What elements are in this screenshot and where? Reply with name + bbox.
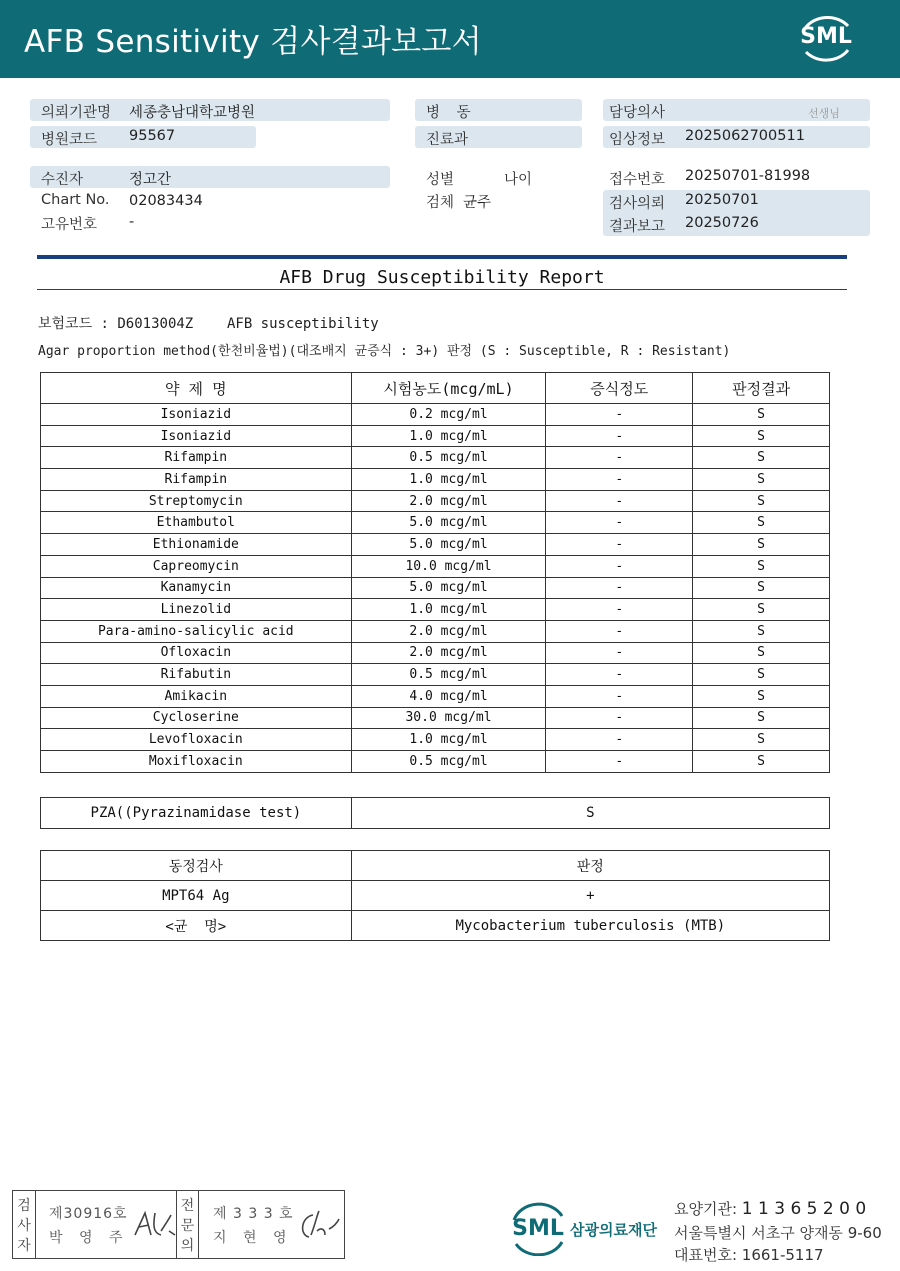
growth-cell: - xyxy=(546,555,693,577)
specialist-name: 지 현 영 xyxy=(213,1230,293,1246)
patient-label: 수진자 xyxy=(41,172,84,188)
col-judgement: 판정 xyxy=(351,851,829,881)
specialist-number: 제 3 3 3 호 xyxy=(213,1206,294,1222)
result-cell: S xyxy=(693,534,830,556)
growth-cell: - xyxy=(546,642,693,664)
result-cell: S xyxy=(693,490,830,512)
concentration-cell: 0.5 mcg/ml xyxy=(351,447,546,469)
concentration-cell: 0.5 mcg/ml xyxy=(351,751,546,773)
ward-label: 병 동 xyxy=(426,105,477,121)
growth-cell: - xyxy=(546,534,693,556)
address-line: 서울특별시 서초구 양재동 9-60 xyxy=(674,1224,882,1242)
clinical-value: 2025062700511 xyxy=(685,128,805,144)
growth-cell: - xyxy=(546,599,693,621)
result-cell: S xyxy=(693,620,830,642)
inspector-vertical-label: 검 사 자 xyxy=(13,1191,36,1258)
table-row xyxy=(41,555,830,577)
specialist-signature-icon xyxy=(295,1205,341,1245)
dept-label: 진료과 xyxy=(426,132,469,148)
table-row xyxy=(41,707,830,729)
concentration-cell: 1.0 mcg/ml xyxy=(351,469,546,491)
concentration-cell: 5.0 mcg/ml xyxy=(351,512,546,534)
drug-name-cell: Para-amino-salicylic acid xyxy=(41,620,352,642)
pza-table xyxy=(40,797,830,829)
result-cell: S xyxy=(693,751,830,773)
result-cell: S xyxy=(693,599,830,621)
col-drug-name: 약 제 명 xyxy=(41,373,352,404)
pza-label: PZA((Pyrazinamidase test) xyxy=(41,798,352,829)
table-row xyxy=(41,447,830,469)
table-row xyxy=(41,751,830,773)
growth-cell: - xyxy=(546,512,693,534)
col-concentration: 시험농도(mcg/mL) xyxy=(351,373,546,404)
request-label: 검사의뢰 xyxy=(609,196,666,212)
concentration-cell: 5.0 mcg/ml xyxy=(351,577,546,599)
mpt64-label: MPT64 Ag xyxy=(41,881,352,911)
growth-cell: - xyxy=(546,425,693,447)
title-rule-bottom xyxy=(37,289,847,290)
drug-name-cell: Isoniazid xyxy=(41,404,352,426)
concentration-cell: 10.0 mcg/ml xyxy=(351,555,546,577)
doctor-suffix: 선생님 xyxy=(808,107,840,120)
concentration-cell: 1.0 mcg/ml xyxy=(351,729,546,751)
doctor-label: 담당의사 xyxy=(609,105,666,121)
drug-name-cell: Linezolid xyxy=(41,599,352,621)
growth-cell: - xyxy=(546,447,693,469)
table-row xyxy=(41,599,830,621)
chart-label: Chart No. xyxy=(41,192,110,208)
specimen-label: 검체 xyxy=(426,195,455,211)
drug-name-cell: Rifampin xyxy=(41,469,352,491)
table-row xyxy=(41,881,830,911)
inspector-name: 박 영 주 xyxy=(49,1230,129,1246)
report-date-value: 20250726 xyxy=(685,215,759,231)
signature-box xyxy=(12,1190,345,1259)
result-cell: S xyxy=(693,664,830,686)
specimen-value: 균주 xyxy=(463,195,492,211)
table-row xyxy=(41,911,830,941)
table-header-row xyxy=(41,373,830,404)
growth-cell: - xyxy=(546,469,693,491)
result-cell: S xyxy=(693,555,830,577)
growth-cell: - xyxy=(546,685,693,707)
institution-value: 세종충남대학교병원 xyxy=(129,105,256,121)
organism-result: Mycobacterium tuberculosis (MTB) xyxy=(351,911,829,941)
table-row xyxy=(41,798,830,829)
concentration-cell: 2.0 mcg/ml xyxy=(351,490,546,512)
susceptibility-report-title: AFB Drug Susceptibility Report xyxy=(279,267,605,288)
growth-cell: - xyxy=(546,404,693,426)
request-value: 20250701 xyxy=(685,192,759,208)
mpt64-result: + xyxy=(351,881,829,911)
drug-name-cell: Levofloxacin xyxy=(41,729,352,751)
hospital-code-value: 95567 xyxy=(129,128,176,144)
concentration-cell: 1.0 mcg/ml xyxy=(351,599,546,621)
concentration-cell: 2.0 mcg/ml xyxy=(351,620,546,642)
table-row xyxy=(41,685,830,707)
table-row xyxy=(41,425,830,447)
growth-cell: - xyxy=(546,729,693,751)
growth-cell: - xyxy=(546,577,693,599)
drug-name-cell: Cycloserine xyxy=(41,707,352,729)
report-title: AFB Sensitivity 검사결과보고서 xyxy=(24,24,482,60)
result-cell: S xyxy=(693,512,830,534)
result-cell: S xyxy=(693,425,830,447)
drug-name-cell: Ethambutol xyxy=(41,512,352,534)
table-row xyxy=(41,664,830,686)
table-row xyxy=(41,469,830,491)
concentration-cell: 0.5 mcg/ml xyxy=(351,664,546,686)
drug-name-cell: Rifabutin xyxy=(41,664,352,686)
organization-name: 삼광의료재단 xyxy=(570,1221,657,1239)
inspector-number: 제30916호 xyxy=(49,1206,128,1222)
result-cell: S xyxy=(693,577,830,599)
concentration-cell: 0.2 mcg/ml xyxy=(351,404,546,426)
method-line: Agar proportion method(한천비율법)(대조배지 균증식 : 3+) 판정 (S : Susceptible, R : Resistant) xyxy=(38,344,731,359)
concentration-cell: 2.0 mcg/ml xyxy=(351,642,546,664)
age-label: 나이 xyxy=(504,172,533,188)
growth-cell: - xyxy=(546,620,693,642)
report-date-label: 결과보고 xyxy=(609,219,666,235)
drug-name-cell: Amikacin xyxy=(41,685,352,707)
concentration-cell: 4.0 mcg/ml xyxy=(351,685,546,707)
pza-result: S xyxy=(351,798,829,829)
result-cell: S xyxy=(693,642,830,664)
patient-box xyxy=(30,166,390,188)
specialist-vertical-label: 전 문 의 xyxy=(176,1191,199,1258)
inspector-signature-icon xyxy=(131,1205,181,1245)
drug-name-cell: Streptomycin xyxy=(41,490,352,512)
growth-cell: - xyxy=(546,751,693,773)
drug-name-cell: Isoniazid xyxy=(41,425,352,447)
table-row xyxy=(41,729,830,751)
col-result: 판정결과 xyxy=(693,373,830,404)
table-row xyxy=(41,490,830,512)
table-row xyxy=(41,642,830,664)
drug-name-cell: Rifampin xyxy=(41,447,352,469)
clinical-label: 임상정보 xyxy=(609,132,666,148)
drug-name-cell: Ethionamide xyxy=(41,534,352,556)
growth-cell: - xyxy=(546,664,693,686)
table-row xyxy=(41,512,830,534)
organism-label: <균 명> xyxy=(41,911,352,941)
concentration-cell: 30.0 mcg/ml xyxy=(351,707,546,729)
drug-susceptibility-table xyxy=(40,372,830,773)
drug-name-cell: Moxifloxacin xyxy=(41,751,352,773)
unique-label: 고유번호 xyxy=(41,217,98,233)
institution-code: 1 1 3 6 5 2 0 0 xyxy=(741,1199,867,1219)
concentration-cell: 5.0 mcg/ml xyxy=(351,534,546,556)
unique-value: - xyxy=(129,214,135,230)
receipt-value: 20250701-81998 xyxy=(685,168,811,184)
drug-name-cell: Kanamycin xyxy=(41,577,352,599)
growth-cell: - xyxy=(546,707,693,729)
identification-table xyxy=(40,850,830,941)
sml-logo-header: SML xyxy=(796,12,856,64)
institution-code-line: 요양기관: 1 1 3 6 5 2 0 0 xyxy=(674,1199,867,1219)
concentration-cell: 1.0 mcg/ml xyxy=(351,425,546,447)
phone-line: 대표번호: 1661-5117 xyxy=(674,1246,824,1264)
table-header-row xyxy=(41,851,830,881)
result-cell: S xyxy=(693,685,830,707)
col-growth: 증식정도 xyxy=(546,373,693,404)
hospital-code-label: 병원코드 xyxy=(41,132,98,148)
insurance-code-line: 보험코드 : D6013004Z AFB susceptibility xyxy=(38,316,379,332)
drug-name-cell: Ofloxacin xyxy=(41,642,352,664)
result-cell: S xyxy=(693,729,830,751)
patient-value: 정고간 xyxy=(129,172,172,188)
table-row xyxy=(41,404,830,426)
result-cell: S xyxy=(693,469,830,491)
result-cell: S xyxy=(693,707,830,729)
sex-label: 성별 xyxy=(426,172,455,188)
receipt-label: 접수번호 xyxy=(609,172,666,188)
growth-cell: - xyxy=(546,490,693,512)
result-cell: S xyxy=(693,404,830,426)
result-cell: S xyxy=(693,447,830,469)
table-row xyxy=(41,534,830,556)
title-rule-top xyxy=(37,255,847,259)
institution-label: 의뢰기관명 xyxy=(41,105,112,121)
table-row xyxy=(41,620,830,642)
sml-logo-footer: SML xyxy=(508,1200,568,1256)
report-header xyxy=(0,0,900,78)
table-row xyxy=(41,577,830,599)
chart-value: 02083434 xyxy=(129,193,203,209)
col-identification: 동정검사 xyxy=(41,851,352,881)
drug-name-cell: Capreomycin xyxy=(41,555,352,577)
phone-number: 1661-5117 xyxy=(741,1246,824,1264)
